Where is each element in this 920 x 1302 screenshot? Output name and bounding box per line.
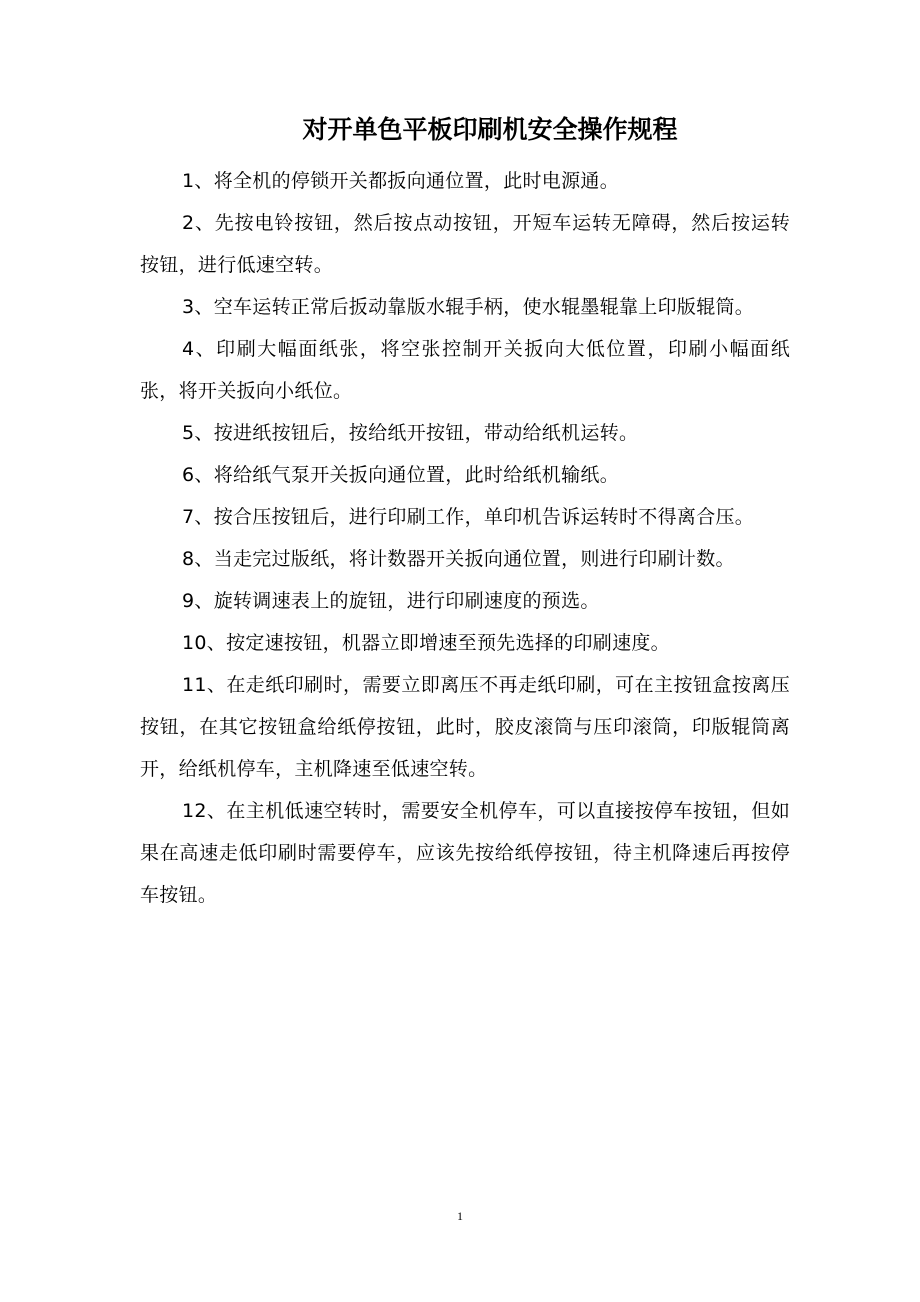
- paragraph-3: 3、空车运转正常后扳动靠版水辊手柄，使水辊墨辊靠上印版辊筒。: [182, 296, 755, 318]
- paragraph-7: 7、按合压按钮后，进行印刷工作，单印机告诉运转时不得离合压。: [182, 506, 755, 528]
- paragraph-10: 10、按定速按钮，机器立即增速至预先选择的印刷速度。: [182, 632, 670, 654]
- paragraph-9: 9、旋转调速表上的旋钮，进行印刷速度的预选。: [182, 590, 600, 612]
- paragraph-1: 1、将全机的停锁开关都扳向通位置，此时电源通。: [182, 170, 619, 192]
- paragraph-11: 11、在走纸印刷时，需要立即离压不再走纸印刷，可在主按钮盒按离压按钮，在其它按钮盒给纸停按钮，此时，胶皮滚筒与压印滚筒，印版辊筒离开，给纸机停车，主机降速至低速空转。: [140, 674, 790, 780]
- document-title: 对开单色平板印刷机安全操作规程: [302, 115, 678, 144]
- paragraph-6: 6、将给纸气泵开关扳向通位置，此时给纸机输纸。: [182, 464, 619, 486]
- paragraph-8: 8、当走完过版纸，将计数器开关扳向通位置，则进行印刷计数。: [182, 548, 735, 570]
- document-body: [140, 160, 790, 916]
- paragraph-4: 4、印刷大幅面纸张，将空张控制开关扳向大低位置，印刷小幅面纸张，将开关扳向小纸位。: [140, 338, 790, 402]
- paragraph-2: 2、先按电铃按钮，然后按点动按钮，开短车运转无障碍，然后按运转按钮，进行低速空转。: [140, 212, 790, 276]
- page-number: 1: [457, 1209, 463, 1223]
- paragraph-12: 12、在主机低速空转时，需要安全机停车，可以直接按停车按钮，但如果在高速走低印刷时需要停车，应该先按给纸停按钮，待主机降速后再按停车按钮。: [140, 800, 790, 906]
- paragraph-5: 5、按进纸按钮后，按给纸开按钮，带动给纸机运转。: [182, 422, 639, 444]
